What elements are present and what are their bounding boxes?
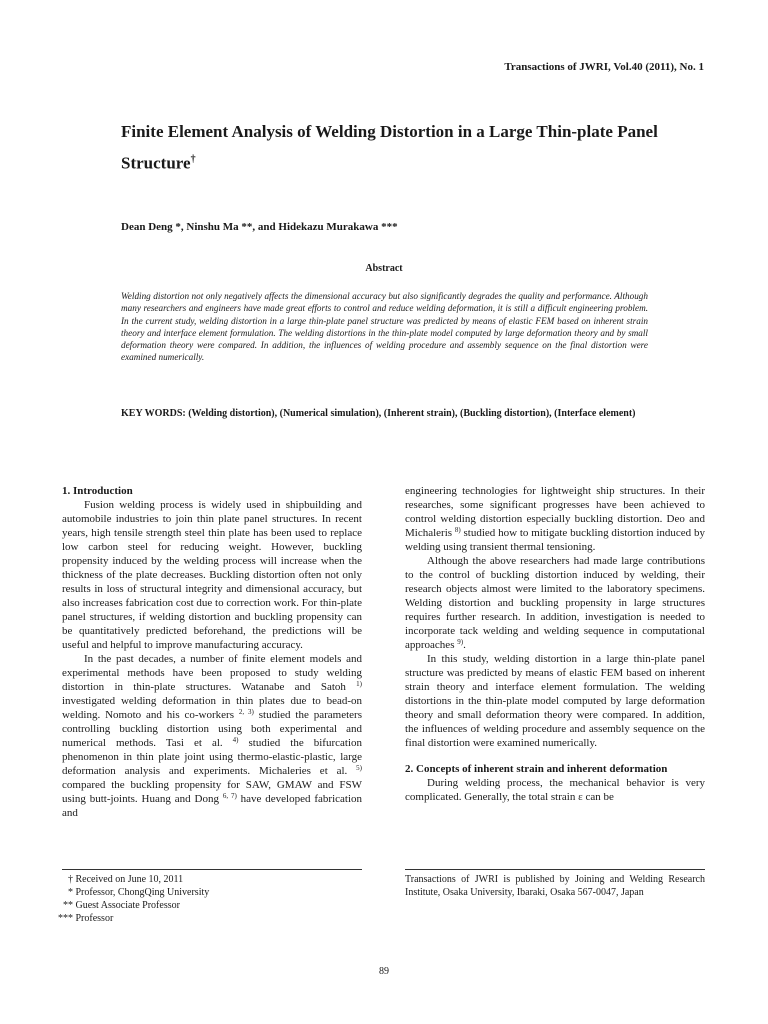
reference-marker: 1) [356,680,362,688]
section-heading-concepts: 2. Concepts of inherent strain and inherent deformation [405,763,668,775]
page-number: 89 [379,966,389,977]
reference-marker: 9) [457,638,464,646]
reference-marker: 6, 7) [222,792,237,800]
reference-marker: 2, 3) [238,708,254,716]
paragraph: Although the above researchers had made large contributions to the control of buckling distortion induced by welding, their research objects almost were limited to the laboratory specimens. Welding distortion and buckling propensity in large structures requires further research. In addition, investigation is needed to incorporate tack welding and welding sequence in computational approaches $^{9)}$. [405,555,705,651]
title-dagger: † [190,154,196,165]
reference-marker: 8) [454,526,461,534]
abstract-text: Welding distortion not only negatively affects the dimensional accuracy but also significantly degrades the quality and performance. Although many researchers and engineers have made great efforts to control and reduce welding deformation, it is still a difficult engineering problem. In the current study, welding distortion in a large thin-plate panel structure was predicted by means of elastic FEM based on inherent strain theory and interface element formulation. The welding distortions in the thin-plate model computed by large deformation theory and by small deformation theory were compared. In addition, the influences of welding procedure and assembly sequence on the final distortion were examined numerically. [121,291,648,363]
paper-title [121,118,681,178]
reference-marker: 5) [356,764,362,772]
publisher-note: Transactions of JWRI is published by Joining and Welding Research Institute, Osaka University, Ibaraki, Osaka 567-0047, Japan [405,874,705,898]
footnote: * Professor, ChongQing University [58,887,210,898]
footnote: *** Professor [58,913,114,924]
paragraph: In this study, welding distortion in a large thin-plate panel structure was predicted by means of elastic FEM based on inherent strain theory and interface element formulation. The welding distortions in the thin-plate model computed by large deformation theory and small deformation theory were compared. In addition, the influences of welding procedure and assembly sequence on the final distortion were examined numerically. [405,653,705,749]
right-column [405,484,705,804]
authors: Dean Deng *, Ninshu Ma **, and Hidekazu Murakawa *** [121,221,398,233]
paragraph: engineering technologies for lightweight ship structures. In their researches, some significant progresses have been achieved to control welding distortion especially buckling distortion. Deo and Michaleris $^{8)}$ studied how to mitigate buckling distortion induced by welding using transient thermal tensioning. [405,485,705,553]
paragraph: During welding process, the mechanical behavior is very complicated. Generally, the total strain ε can be [405,777,705,803]
footnotes-left [58,873,209,925]
footnote: † Received on June 10, 2011 [58,874,184,885]
footnote-divider [62,869,362,870]
title-text: Finite Element Analysis of Welding Distortion in a Large Thin-plate Panel Structure [121,122,658,173]
footnote-divider [405,869,705,870]
section-heading-introduction: 1. Introduction [62,485,133,497]
journal-header: Transactions of JWRI, Vol.40 (2011), No. 1 [504,61,704,73]
paragraph: Fusion welding process is widely used in shipbuilding and automobile industries to join thin plate panel structures. In recent years, high tensile strength steel thin plate has been used to replace low carbon steel for reducing weight. However, buckling propensity induced by the welding process will increase when the thickness of the plate decreases. Buckling distortion often not only results in loss of structural integrity and dimensional accuracy, but also increases fabrication cost due to correction work. For thin-plate panel structures, if welding distortion and buckling propensity can be quantitatively predicted beforehand, the predictions will be useful and helpful to improve manufacturing accuracy. [62,499,362,651]
reference-marker: 4) [232,736,239,744]
left-column [62,484,362,820]
keywords: KEY WORDS: (Welding distortion), (Numerical simulation), (Inherent strain), (Buckling distortion), (Interface element) [121,408,636,419]
paragraph: In the past decades, a number of finite element models and experimental methods have been proposed to study welding distortion in thin-plate structures. Watanabe and Satoh $^{1)}$ investigated welding deformation in thin plates due to bead-on welding. Nomoto and his co-workers $^{2, 3)}$ studied the parameters controlling buckling distortion using both experimental and numerical methods. Tasi et al. $^{4)}$ studied the bifurcation phenomenon in thin plate joint using thermo-elastic-plastic, large deformation analysis and experiments. Michaleries et al. $^{5)}$ compared the buckling propensity for SAW, GMAW and FSW using butt-joints. Huang and Dong $^{6, 7)}$ have developed fabrication and [62,653,363,819]
abstract-heading: Abstract [365,263,403,274]
footnote: ** Guest Associate Professor [58,900,180,911]
